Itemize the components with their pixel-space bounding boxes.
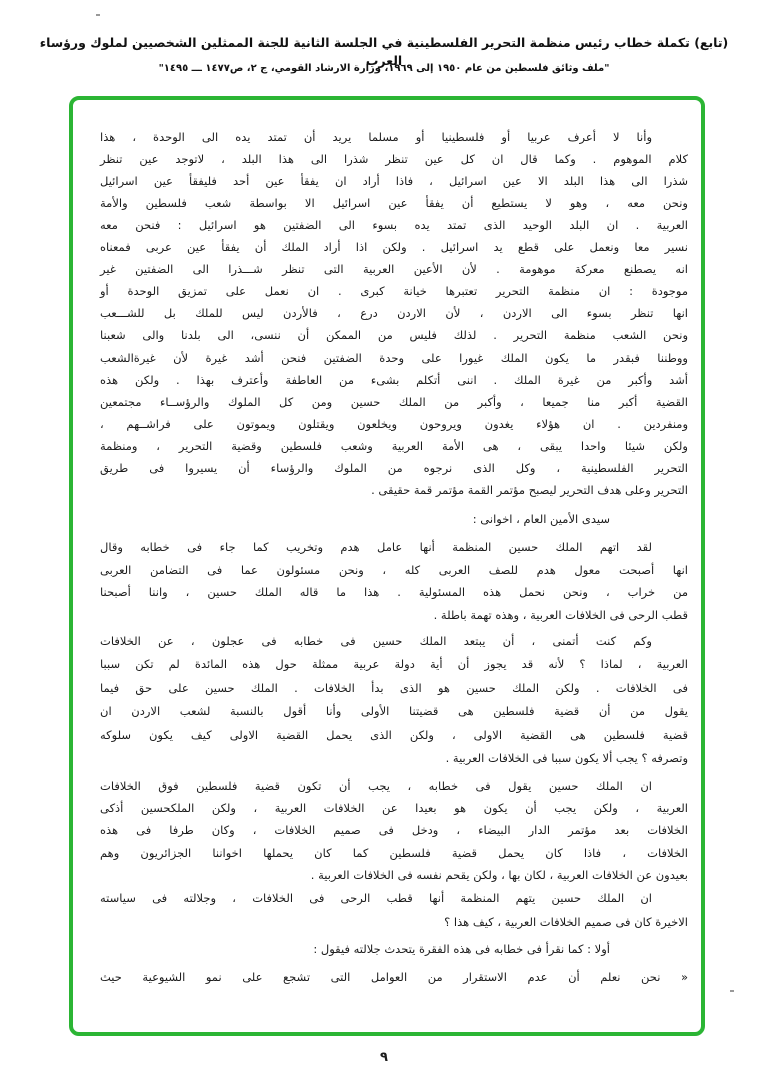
text-line: أشد وأكبر من غيرة الملك . اننى أتكلم بشىء من العاطفة وأعترف بهذا . ولكن هذه [100,372,688,387]
text-line: الخلافات بعد مؤتمر الدار البيضاء ، ودخل فى صميم الخلافات ، وكان طرفا فى هذه [100,823,688,838]
text-line: الاخيرة كان فى صميم الخلافات العربية ، كيف هذا ؟ [444,915,688,929]
document-source: "ملف وثائق فلسطين من عام ١٩٥٠ إلى ١٩٦٩، وزارة الارشاد القومي، ج ٢، ص١٤٧٧ ـــ ١٤٩٥" [158,63,610,74]
scan-mark [730,990,734,992]
text-line: انها تنظر بسوء الى الاردن ، لأن الاردن درع ، فالأردن ليس للملك بل للشـــعب [100,306,688,321]
text-line: كلام الموهوم . وكما قال ان كل عين تنظر شذرا الى هذا البلد ، لاتوجد عين تنظر [100,152,688,167]
text-line: التحرير الفلسطينية ، وكل الذى نرجوه من الملوك والرؤساء أن يسيروا فى طريق [100,460,688,475]
scan-mark [96,14,100,16]
page-number: ٩ [380,1050,388,1065]
text-line: نسير معا ونعمل على قطع يد اسرائيل . ولكن اذا أراد الملك أن يفقأ عين عربى فمعناه [100,240,688,255]
text-line: من خراب ، ونحن نحمل هذه المسئولية . هذا ما قاله الملك حسين ، واننا أصبحنا [100,585,688,600]
text-line: العربية ، لماذا ؟ لأنه قد يجوز أن أية دولة عربية ممثلة حول هذه المائدة لم تكن سببا [100,657,688,672]
text-line: بعيدون عن الخلافات العربية ، لكان بها ، ولكن يقحم نفسه فى الخلافات العربية . [310,867,688,882]
text-line: انه يصطنع معركة موهومة . لأن الأعين العربية التى تنظر شـــذرا الى الضفتين غير [100,262,688,277]
text-line: العربية ، ولكن يجب أن يكون هو بعيدا عن الخلافات العربية ، ولكن الملكحسين أذكى [100,801,688,816]
text-line: ان الملك حسين يتهم المنظمة أنها قطب الرحى فى الخلافات ، وجلالته فى سياسته [100,891,652,905]
text-line: أولا : كما نقرأ فى خطابه فى هذه الفقرة يتحدث جلالته فيقول : [313,942,610,956]
text-line: قطب الرحى فى الخلافات العربية ، وهذه تهمة باطلة . [433,607,688,622]
text-line: ونحن معه ، وهو لا يستطيع أن يفقأ عين اسرائيل الا بواسطة شعب فلسطين والأمة [100,196,688,211]
text-line: فى الخلافات . ولكن الملك حسين هو الذى بدأ الخلافات . الملك حسين على حق فيما [100,680,688,695]
text-line: ان الملك حسين يقول فى خطابه ، يجب أن تكون قضية فلسطين فوق الخلافات [100,779,652,793]
text-line: العربية . ان البلد الوحيد الذى تمتد يده بسوء الى الضفتين هو اسرائيل : فنحن معه [100,218,688,233]
text-line: يقول من أن قضية فلسطين هى قضيتنا الأولى وأنا أقول بالنسبة لشعب الاردن ان [100,704,688,719]
text-line: التحرير وعلى هدف التحرير ليصبح مؤتمر القمة مؤتمر قمة حقيقى . [371,482,688,497]
document-title: (تابع) تكملة خطاب رئيس منظمة التحرير الفلسطينية في الجلسة الثانية للجنة الممثلين الشخصيين لملوك ورؤساء العرب [39,35,729,68]
text-line: شذرا الى هذا البلد الا عين اسرائيل ، فاذا أراد ان يفقأ عين أحد فليفقأ عين اسرائيل [100,174,688,189]
text-line: ولكن شيئا واحدا يبقى ، هى الأمة العربية وشعب فلسطين وقضية التحرير ، ومنظمة [100,438,688,453]
text-line: موجودة : ان منظمة التحرير تعتبرها خيانة كبرى . ان نعمل على تمزيق الوحدة أو [100,284,688,299]
text-line: سيدى الأمين العام ، اخوانى : [472,512,610,526]
text-line: وأنا لا أعرف عربيا أو فلسطينيا أو مسلما يريد أن تمتد يده الى الوحدة ، هذا [100,130,652,144]
text-line: القضية أكبر منا جميعا ، وأكبر من الملك حسين ومن كل الملوك والرؤســاء مجتمعين [100,394,688,409]
text-line: « نحن نعلم أن عدم الاستقرار من العوامل التى تشجع على نمو الشيوعية حيث [100,970,688,984]
text-line: ووطننا فبقدر ما يكون الملك غيورا على وحدة الضفتين فنحن أشد غيرة لأن غيرةالشعب [100,350,688,365]
text-line: انها أصبحت معول هدم للصف العربى كله ، ونحن مسئولون عما فى التضامن العربى [100,562,688,577]
text-line: لقد اتهم الملك حسين المنظمة أنها عامل هدم وتخريب كما جاء فى خطابه وقال [100,540,652,554]
text-line: وكم كنت أتمنى ، أن يبتعد الملك حسين فى خطابه فى عجلون ، عن الخلافات [100,634,652,648]
text-line: ومنفردين . ان هؤلاء يغدون ويروحون ويخلعون ويقتلون ويموتون على فراشــهم ، [100,416,688,431]
text-line: قضية فلسطين هى القضية الاولى ، ولكن الذى يحمل القضية الاولى كيف يكون سلوكه [100,727,688,742]
text-line: الخلافات ، فاذا كان يحمل قضية فلسطين كما كان يحملها اخواننا الجزائريون وهم [100,845,688,860]
text-line: وتصرفه ؟ يجب ألا يكون سببا فى الخلافات العربية . [445,751,688,765]
text-line: ونحن الشعب منظمة التحرير . لذلك فليس من الممكن أن ننسى، الى بلدنا والى شعبنا [100,328,688,343]
